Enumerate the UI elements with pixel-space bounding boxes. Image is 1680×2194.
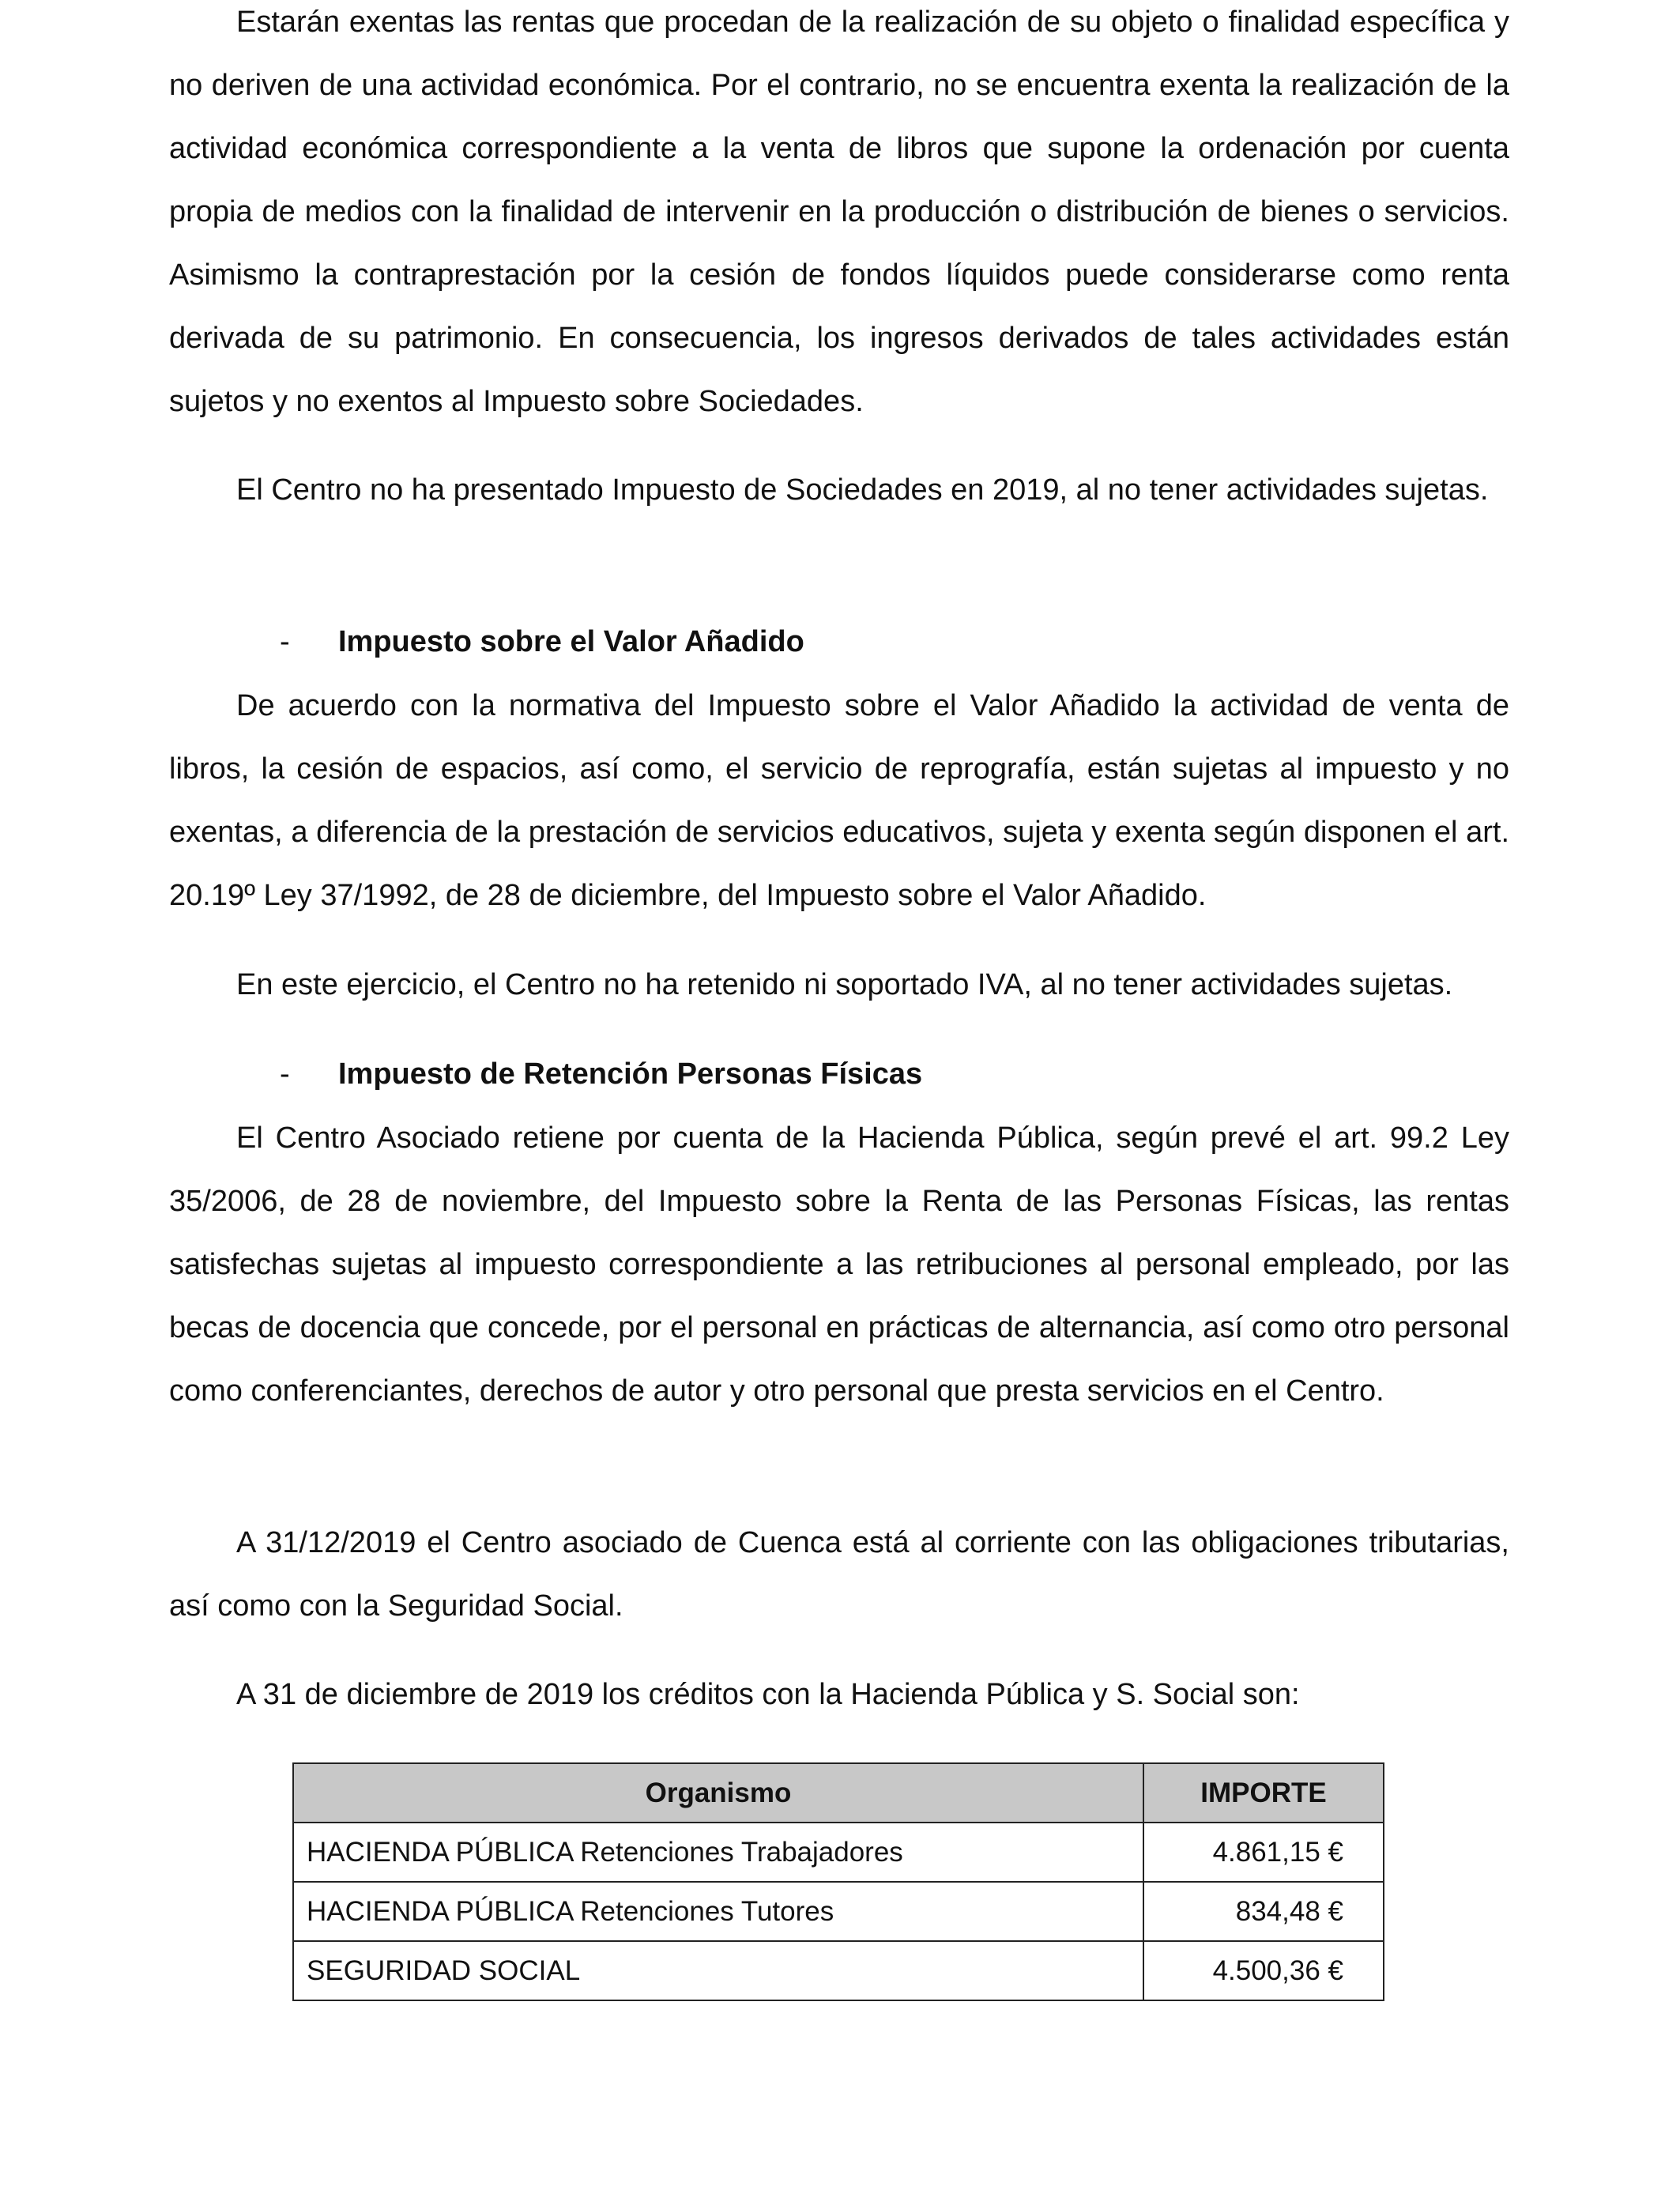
- paragraph-text: A 31/12/2019 el Centro asociado de Cuenca está al corriente con las obligaciones tributarias, así como con la Seguridad Social.: [169, 1526, 1509, 1623]
- cell-importe: 834,48 €: [1143, 1882, 1384, 1941]
- table-row: [293, 1882, 1384, 1941]
- paragraph-income-exemptions: [169, 0, 1509, 433]
- paragraph-corporate-tax: [169, 458, 1509, 522]
- paragraph-text: En este ejercicio, el Centro no ha retenido ni soportado IVA, al no tener actividades sujetas.: [236, 968, 1453, 1001]
- cell-importe: 4.500,36 €: [1143, 1941, 1384, 2000]
- cell-organismo: HACIENDA PÚBLICA Retenciones Trabajadores: [293, 1823, 1143, 1882]
- table-header-row: [293, 1763, 1384, 1823]
- paragraph-text: Estarán exentas las rentas que procedan de la realización de su objeto o finalidad específica y no deriven de una actividad económica. Por el contrario, no se encuentra exenta la realización de la actividad económica correspondiente a la venta de libros que supone la ordenación por cuenta propia de medios con la finalidad de intervenir en la producción o distribución de bienes o servicios. Asimismo la contraprestación por la cesión de fondos líquidos puede considerarse como renta derivada de su patrimonio. En consecuencia, los ingresos derivados de tales actividades están sujetos y no exentos al Impuesto sobre Sociedades.: [169, 6, 1509, 418]
- column-header-importe: IMPORTE: [1143, 1763, 1384, 1823]
- column-header-organismo: Organismo: [293, 1763, 1143, 1823]
- paragraph-text: A 31 de diciembre de 2019 los créditos con la Hacienda Pública y S. Social son:: [236, 1678, 1300, 1711]
- cell-organismo: SEGURIDAD SOCIAL: [293, 1941, 1143, 2000]
- paragraph-text: El Centro no ha presentado Impuesto de Sociedades en 2019, al no tener actividades sujetas.: [236, 473, 1489, 507]
- paragraph-iva-rules: [169, 674, 1509, 927]
- credits-table: [292, 1762, 1384, 2001]
- list-dash: -: [280, 1057, 290, 1091]
- heading-irpf-label: Impuesto de Retención Personas Físicas: [338, 1057, 923, 1091]
- paragraph-iva-year: [169, 953, 1509, 1016]
- paragraph-text: De acuerdo con la normativa del Impuesto sobre el Valor Añadido la actividad de venta de libros, la cesión de espacios, así como, el servicio de reprografía, están sujetas al impuesto y no exentas, a diferencia de la prestación de servicios educativos, sujeta y exenta según disponen el art. 20.19º Ley 37/1992, de 28 de diciembre, del Impuesto sobre el Valor Añadido.: [169, 689, 1509, 912]
- paragraph-credits-intro: [169, 1663, 1509, 1726]
- heading-iva-label: Impuesto sobre el Valor Añadido: [338, 625, 804, 658]
- cell-importe: 4.861,15 €: [1143, 1823, 1384, 1882]
- table-row: [293, 1823, 1384, 1882]
- table-row: [293, 1941, 1384, 2000]
- paragraph-text: El Centro Asociado retiene por cuenta de la Hacienda Pública, según prevé el art. 99.2 Ley 35/2006, de 28 de noviembre, del Impuesto sobre la Renta de las Personas Físicas, las rentas satisfechas sujetas al impuesto correspondiente a las retribuciones al personal empleado, por las becas de docencia que concede, por el personal en prácticas de alternancia, así como otro personal como conferenciantes, derechos de autor y otro personal que presta servicios en el Centro.: [169, 1122, 1509, 1408]
- paragraph-tax-compliance: [169, 1511, 1509, 1638]
- list-dash: -: [280, 625, 290, 658]
- cell-organismo: HACIENDA PÚBLICA Retenciones Tutores: [293, 1882, 1143, 1941]
- paragraph-irpf-withholding: [169, 1106, 1509, 1423]
